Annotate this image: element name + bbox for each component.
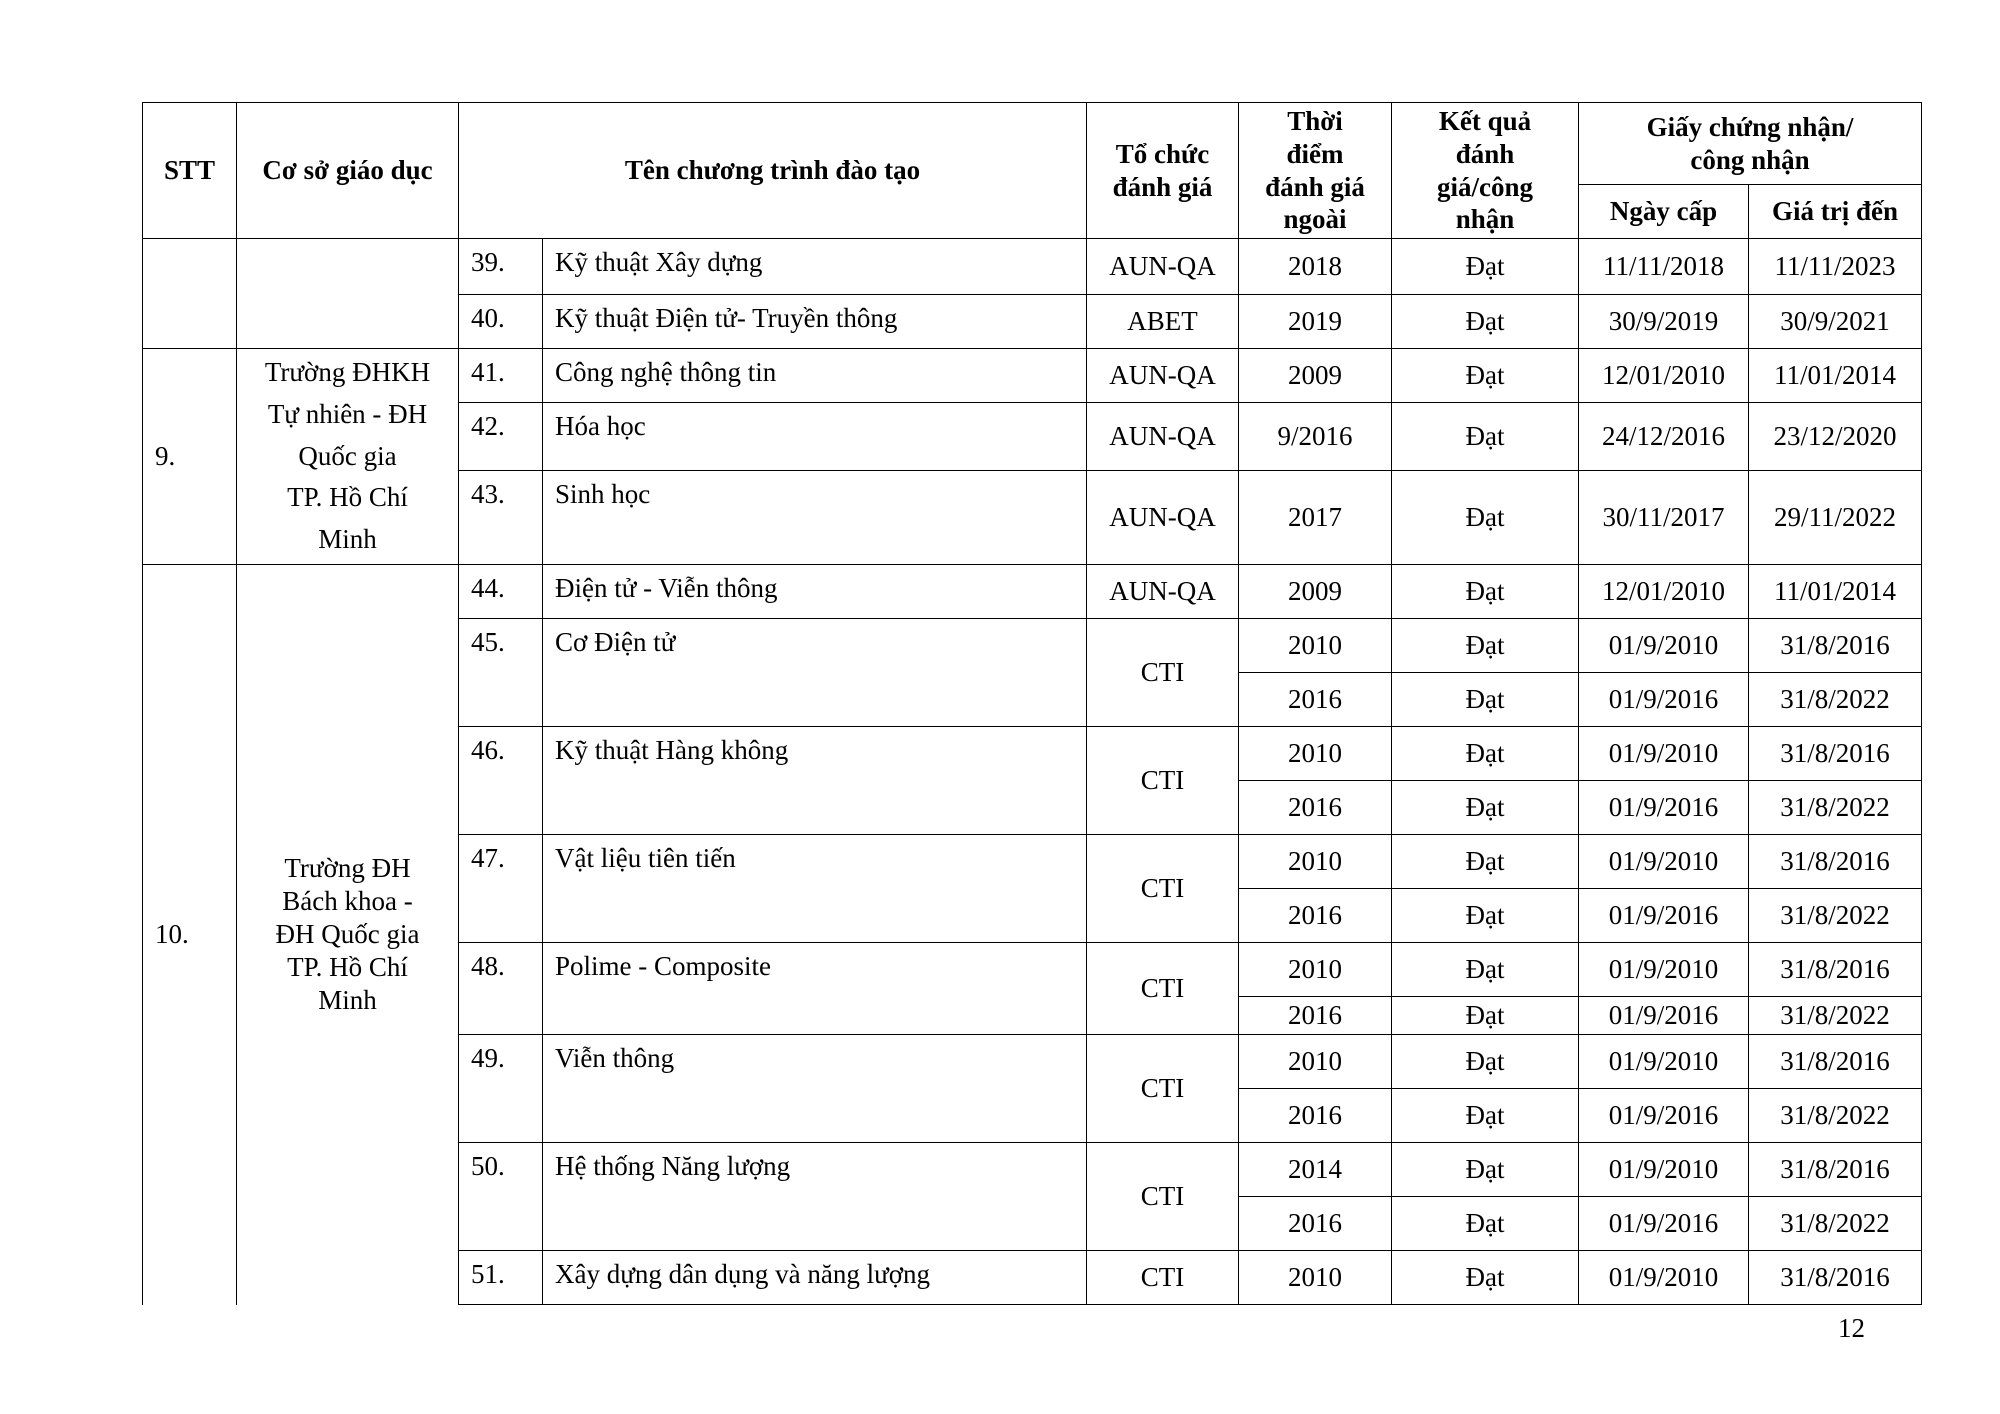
valid-until-cell: 31/8/2016 — [1749, 619, 1922, 673]
time-cell: 2016 — [1239, 1089, 1392, 1143]
header-certificate — [1579, 103, 1922, 185]
header-time-line-4: ngoài — [1283, 204, 1347, 235]
program-number: 50. — [459, 1143, 543, 1251]
valid-until-cell: 31/8/2016 — [1749, 835, 1922, 889]
header-certificate-line-2: công nhận — [1690, 144, 1810, 175]
program-number: 49. — [459, 1035, 543, 1143]
result-cell: Đạt — [1392, 781, 1579, 835]
time-cell: 2010 — [1239, 727, 1392, 781]
issue-date-cell: 01/9/2016 — [1579, 1197, 1749, 1251]
result-cell: Đạt — [1392, 997, 1579, 1035]
header-valid-until: Giá trị đến — [1749, 185, 1922, 239]
institution-line: Minh — [318, 524, 377, 555]
time-cell: 2019 — [1239, 295, 1392, 349]
time-cell: 2010 — [1239, 943, 1392, 997]
institution-line: Tự nhiên - ĐH — [267, 398, 428, 429]
valid-until-cell: 31/8/2016 — [1749, 943, 1922, 997]
header-time — [1239, 103, 1392, 239]
program-name: Polime - Composite — [543, 943, 1087, 1035]
issue-date-cell: 30/11/2017 — [1579, 471, 1749, 565]
valid-until-cell: 31/8/2022 — [1749, 889, 1922, 943]
result-cell: Đạt — [1392, 835, 1579, 889]
org-cell: AUN-QA — [1087, 471, 1239, 565]
stt-cell: 10. — [143, 565, 237, 1305]
institution-line: TP. Hồ Chí — [287, 952, 408, 983]
valid-until-cell: 31/8/2022 — [1749, 1197, 1922, 1251]
org-cell: AUN-QA — [1087, 239, 1239, 295]
valid-until-cell: 23/12/2020 — [1749, 403, 1922, 471]
result-cell: Đạt — [1392, 295, 1579, 349]
time-cell: 2009 — [1239, 349, 1392, 403]
program-name: Điện tử - Viễn thông — [543, 565, 1087, 619]
institution-line: Trường ĐHKH — [264, 356, 431, 387]
time-cell: 2010 — [1239, 835, 1392, 889]
program-number: 46. — [459, 727, 543, 835]
result-cell: Đạt — [1392, 619, 1579, 673]
accreditation-table — [142, 102, 1922, 1305]
program-name: Sinh học — [543, 471, 1087, 565]
time-cell: 2018 — [1239, 239, 1392, 295]
header-result-line-3: giá/công — [1437, 171, 1534, 202]
program-name: Xây dựng dân dụng và năng lượng — [543, 1251, 1087, 1305]
valid-until-cell: 31/8/2022 — [1749, 1089, 1922, 1143]
issue-date-cell: 01/9/2010 — [1579, 1251, 1749, 1305]
program-name: Kỹ thuật Điện tử- Truyền thông — [543, 295, 1087, 349]
header-org-line-1: Tổ chức — [1115, 138, 1210, 169]
program-number: 42. — [459, 403, 543, 471]
issue-date-cell: 01/9/2010 — [1579, 1143, 1749, 1197]
header-result-line-2: đánh — [1455, 138, 1515, 169]
result-cell: Đạt — [1392, 349, 1579, 403]
header-issue-date: Ngày cấp — [1579, 185, 1749, 239]
valid-until-cell: 31/8/2016 — [1749, 1143, 1922, 1197]
org-cell: AUN-QA — [1087, 565, 1239, 619]
org-cell: AUN-QA — [1087, 349, 1239, 403]
header-time-line-1: Thời — [1287, 105, 1343, 136]
result-cell: Đạt — [1392, 1251, 1579, 1305]
valid-until-cell: 31/8/2016 — [1749, 1035, 1922, 1089]
time-cell: 2017 — [1239, 471, 1392, 565]
issue-date-cell: 01/9/2016 — [1579, 1089, 1749, 1143]
org-cell: CTI — [1087, 943, 1239, 1035]
institution-line: Trường ĐH — [284, 853, 411, 884]
issue-date-cell: 01/9/2010 — [1579, 943, 1749, 997]
org-cell: AUN-QA — [1087, 403, 1239, 471]
program-number: 43. — [459, 471, 543, 565]
header-result-line-4: nhận — [1455, 204, 1515, 235]
result-cell: Đạt — [1392, 943, 1579, 997]
result-cell: Đạt — [1392, 239, 1579, 295]
page-number: 12 — [1838, 1313, 1865, 1343]
valid-until-cell: 29/11/2022 — [1749, 471, 1922, 565]
program-name: Cơ Điện tử — [543, 619, 1087, 727]
issue-date-cell: 01/9/2016 — [1579, 997, 1749, 1035]
stt-cell — [143, 239, 237, 349]
time-cell: 2016 — [1239, 781, 1392, 835]
time-cell: 2010 — [1239, 1251, 1392, 1305]
table-row — [143, 565, 1922, 619]
header-time-line-3: đánh giá — [1265, 171, 1365, 202]
issue-date-cell: 24/12/2016 — [1579, 403, 1749, 471]
issue-date-cell: 12/01/2010 — [1579, 565, 1749, 619]
valid-until-cell: 30/9/2021 — [1749, 295, 1922, 349]
institution-line: ĐH Quốc gia — [275, 919, 420, 950]
header-time-line-2: điểm — [1286, 138, 1344, 169]
issue-date-cell: 01/9/2010 — [1579, 727, 1749, 781]
time-cell: 2016 — [1239, 997, 1392, 1035]
org-cell: CTI — [1087, 835, 1239, 943]
valid-until-cell: 31/8/2016 — [1749, 727, 1922, 781]
issue-date-cell: 01/9/2010 — [1579, 835, 1749, 889]
valid-until-cell: 31/8/2022 — [1749, 781, 1922, 835]
table-row — [143, 239, 1922, 295]
program-name: Kỹ thuật Hàng không — [543, 727, 1087, 835]
issue-date-cell: 01/9/2010 — [1579, 619, 1749, 673]
result-cell: Đạt — [1392, 1089, 1579, 1143]
program-name: Hóa học — [543, 403, 1087, 471]
time-cell: 2014 — [1239, 1143, 1392, 1197]
header-result — [1392, 103, 1579, 239]
program-number: 41. — [459, 349, 543, 403]
org-cell: CTI — [1087, 1035, 1239, 1143]
valid-until-cell: 31/8/2022 — [1749, 997, 1922, 1035]
result-cell: Đạt — [1392, 403, 1579, 471]
stt-cell: 9. — [143, 349, 237, 565]
result-cell: Đạt — [1392, 471, 1579, 565]
valid-until-cell: 11/01/2014 — [1749, 349, 1922, 403]
result-cell: Đạt — [1392, 727, 1579, 781]
time-cell: 2010 — [1239, 619, 1392, 673]
program-number: 40. — [459, 295, 543, 349]
valid-until-cell: 11/11/2023 — [1749, 239, 1922, 295]
institution-line: Bách khoa - — [282, 886, 413, 917]
issue-date-cell: 01/9/2010 — [1579, 1035, 1749, 1089]
issue-date-cell: 01/9/2016 — [1579, 781, 1749, 835]
program-number: 39. — [459, 239, 543, 295]
valid-until-cell: 11/01/2014 — [1749, 565, 1922, 619]
header-org — [1087, 103, 1239, 239]
header-program: Tên chương trình đào tạo — [459, 103, 1087, 239]
org-cell: CTI — [1087, 619, 1239, 727]
time-cell: 2016 — [1239, 889, 1392, 943]
result-cell: Đạt — [1392, 1035, 1579, 1089]
time-cell: 2016 — [1239, 1197, 1392, 1251]
header-org-line-2: đánh giá — [1112, 171, 1213, 202]
header-certificate-line-1: Giấy chứng nhận/ — [1646, 111, 1854, 142]
issue-date-cell: 01/9/2016 — [1579, 673, 1749, 727]
issue-date-cell: 12/01/2010 — [1579, 349, 1749, 403]
org-cell: CTI — [1087, 727, 1239, 835]
header-result-line-1: Kết quả — [1438, 105, 1532, 136]
institution-cell — [237, 349, 459, 565]
result-cell: Đạt — [1392, 1197, 1579, 1251]
program-name: Viễn thông — [543, 1035, 1087, 1143]
time-cell: 9/2016 — [1239, 403, 1392, 471]
issue-date-cell: 01/9/2016 — [1579, 889, 1749, 943]
program-name: Hệ thống Năng lượng — [543, 1143, 1087, 1251]
program-number: 48. — [459, 943, 543, 1035]
program-number: 47. — [459, 835, 543, 943]
institution-line: Quốc gia — [298, 440, 397, 471]
valid-until-cell: 31/8/2022 — [1749, 673, 1922, 727]
institution-line: Minh — [318, 985, 377, 1016]
result-cell: Đạt — [1392, 1143, 1579, 1197]
result-cell: Đạt — [1392, 565, 1579, 619]
time-cell: 2016 — [1239, 673, 1392, 727]
result-cell: Đạt — [1392, 889, 1579, 943]
result-cell: Đạt — [1392, 673, 1579, 727]
time-cell: 2010 — [1239, 1035, 1392, 1089]
org-cell: ABET — [1087, 295, 1239, 349]
header-stt: STT — [143, 103, 237, 239]
program-number: 44. — [459, 565, 543, 619]
issue-date-cell: 30/9/2019 — [1579, 295, 1749, 349]
issue-date-cell: 11/11/2018 — [1579, 239, 1749, 295]
valid-until-cell: 31/8/2016 — [1749, 1251, 1922, 1305]
time-cell: 2009 — [1239, 565, 1392, 619]
program-number: 45. — [459, 619, 543, 727]
org-cell: CTI — [1087, 1251, 1239, 1305]
program-name: Vật liệu tiên tiến — [543, 835, 1087, 943]
institution-cell — [237, 565, 459, 1305]
org-cell: CTI — [1087, 1143, 1239, 1251]
program-name: Công nghệ thông tin — [543, 349, 1087, 403]
table-row — [143, 349, 1922, 403]
program-number: 51. — [459, 1251, 543, 1305]
institution-cell — [237, 239, 459, 349]
program-name: Kỹ thuật Xây dựng — [543, 239, 1087, 295]
institution-line: TP. Hồ Chí — [287, 482, 408, 513]
header-institution: Cơ sở giáo dục — [237, 103, 459, 239]
